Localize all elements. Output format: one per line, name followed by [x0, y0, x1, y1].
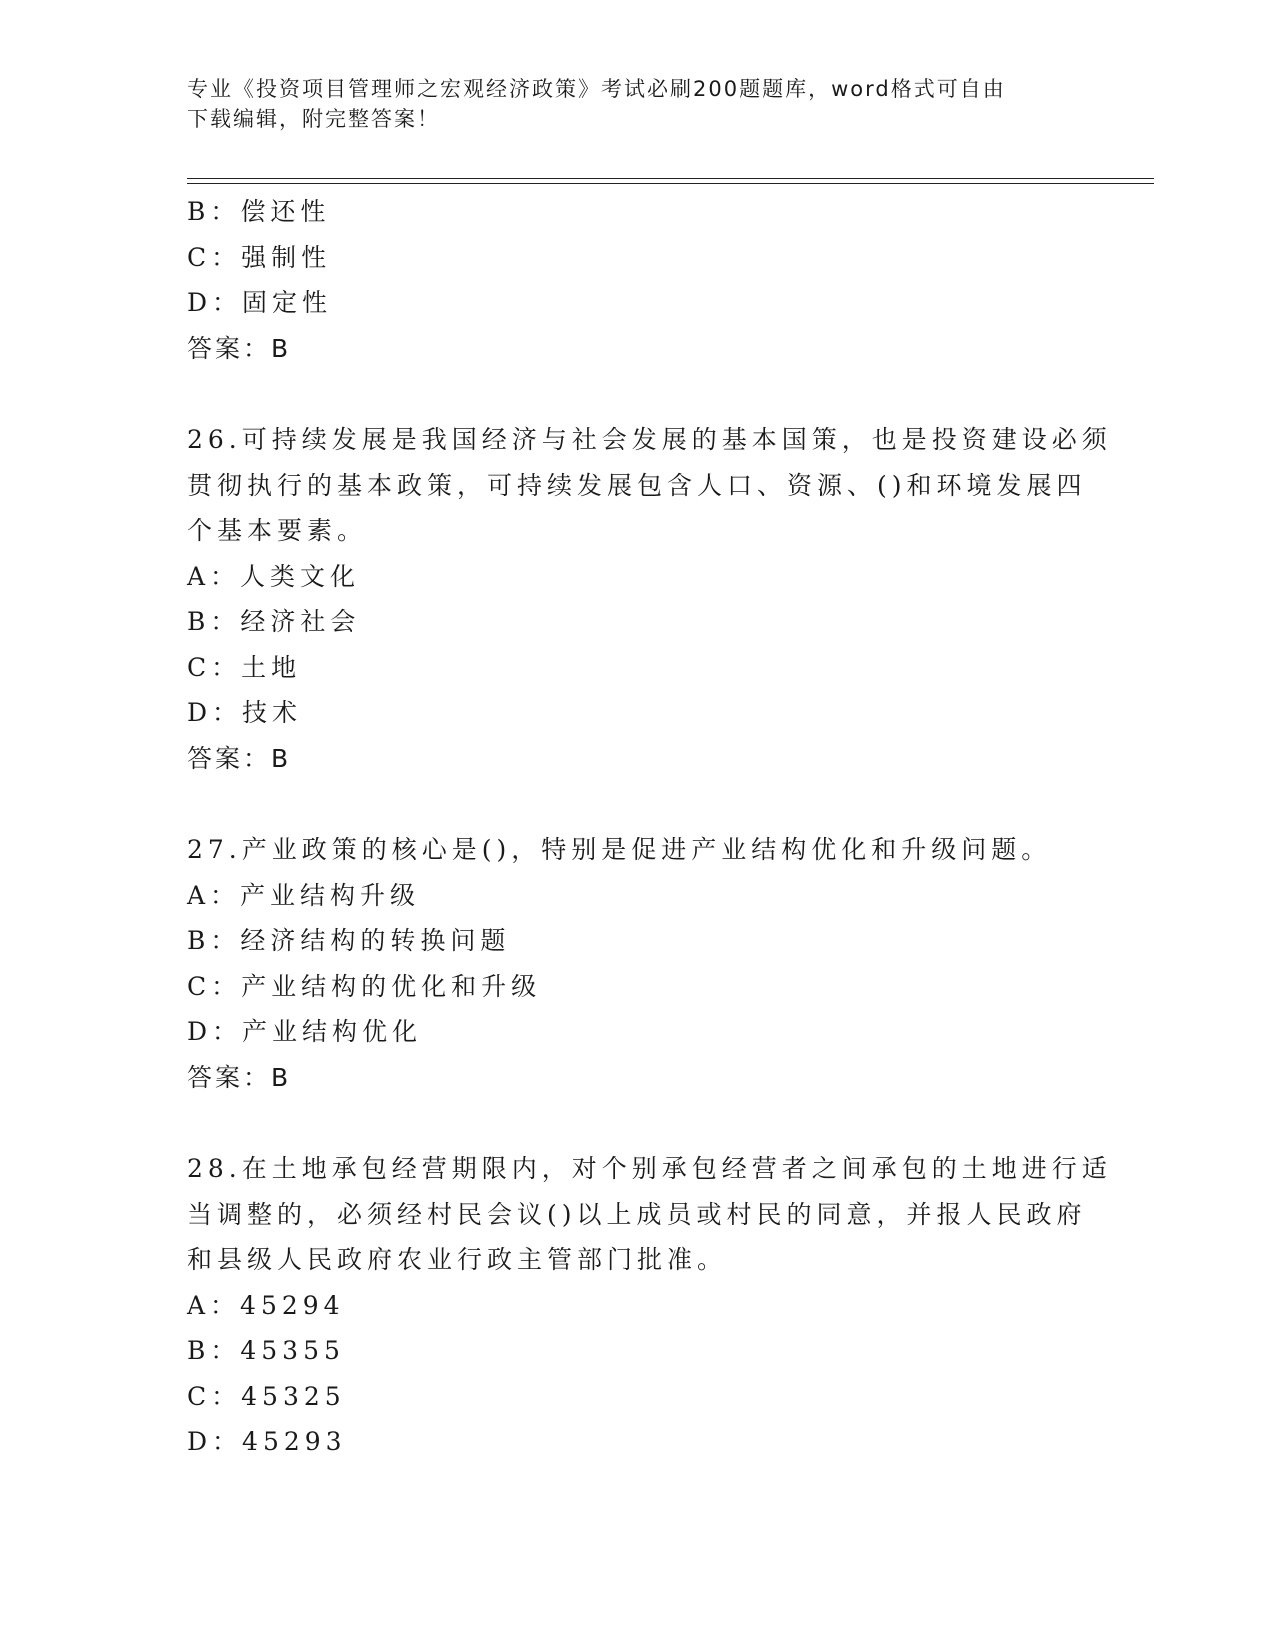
- header-rule-bottom: [187, 183, 1154, 184]
- question-27: [187, 827, 1067, 1100]
- answer-line: 答案：B: [187, 1062, 292, 1092]
- answer-line: 答案：B: [187, 333, 292, 363]
- option-d: D：固定性: [187, 288, 333, 317]
- option-a: A：产业结构升级: [187, 880, 421, 910]
- option-a: A：45294: [187, 1290, 345, 1320]
- question-stem-line: 个基本要素。: [187, 516, 368, 545]
- answer-line: 答案：B: [187, 743, 292, 773]
- header-rule-top: [187, 178, 1154, 179]
- option-c: C：强制性: [187, 242, 332, 272]
- option-b: B：45355: [187, 1336, 345, 1365]
- question-28: [187, 1146, 1112, 1465]
- option-a: A：人类文化: [187, 561, 361, 591]
- question-spacer: [187, 781, 1067, 827]
- page-header: [187, 74, 1067, 134]
- question-26: [187, 417, 1112, 781]
- question-spacer: [187, 1100, 1067, 1146]
- header-line-2: 下载编辑，附完整答案！: [187, 107, 440, 131]
- option-c: C：45325: [187, 1381, 346, 1411]
- question-stem-line: 当调整的，必须经村民会议()以上成员或村民的同意，并报人民政府: [187, 1199, 1087, 1229]
- option-b: B：经济社会: [187, 607, 361, 636]
- question-stem-line: 26.可持续发展是我国经济与社会发展的基本国策，也是投资建设必须: [187, 425, 1112, 454]
- header-line-1: 专业《投资项目管理师之宏观经济政策》考试必刷200题题库，word格式可自由: [187, 77, 1006, 101]
- question-stem-line: 27.产业政策的核心是()，特别是促进产业结构优化和升级问题。: [187, 835, 1052, 864]
- option-d: D：45293: [187, 1427, 347, 1456]
- option-c: C：产业结构的优化和升级: [187, 971, 542, 1001]
- option-b: B：经济结构的转换问题: [187, 926, 511, 955]
- question-stem-line: 28.在土地承包经营期限内，对个别承包经营者之间承包的土地进行适: [187, 1154, 1112, 1183]
- document-body: [187, 189, 1112, 1465]
- question-stem-line: 和县级人民政府农业行政主管部门批准。: [187, 1245, 728, 1274]
- option-d: D：技术: [187, 698, 303, 727]
- question-spacer: [187, 371, 1067, 417]
- question-25-tail: [187, 189, 1067, 371]
- option-b: B：偿还性: [187, 197, 331, 226]
- option-c: C：土地: [187, 652, 302, 682]
- question-stem-line: 贯彻执行的基本政策，可持续发展包含人口、资源、()和环境发展四: [187, 470, 1087, 500]
- option-d: D：产业结构优化: [187, 1017, 423, 1046]
